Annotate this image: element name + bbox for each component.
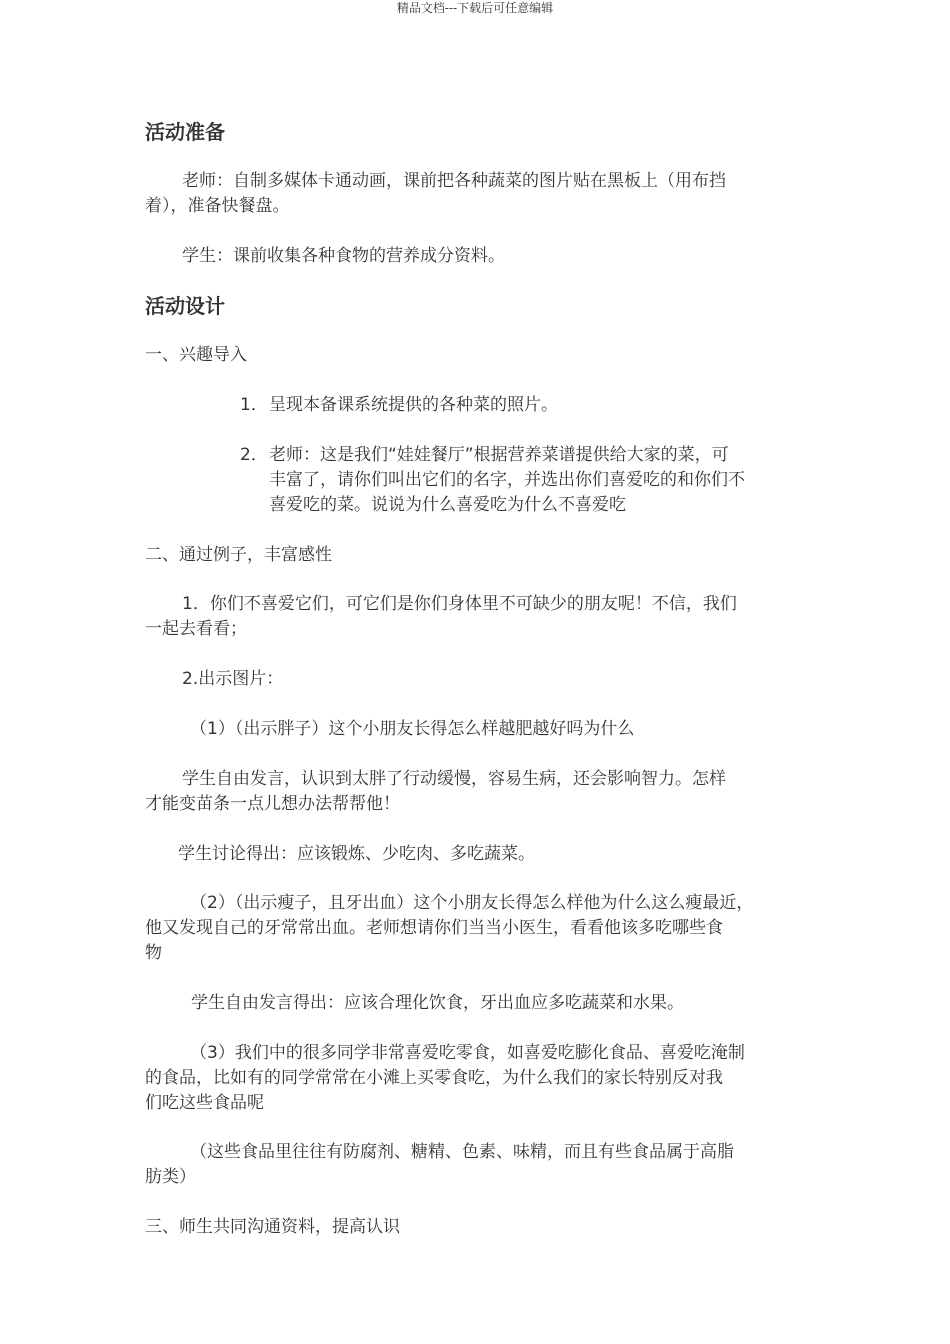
- page-header: 精品文档---下载后可任意编辑: [396, 1, 554, 15]
- list-line: 丰富了，请你们叫出它们的名字，并选出你们喜爱吃的和你们不: [269, 470, 745, 490]
- paragraph-2-1-line1: 1．你们不喜爱它们，可它们是你们身体里不可缺少的朋友呢！不信，我们: [182, 594, 737, 614]
- paragraph-2-2: 2.出示图片：: [182, 669, 284, 689]
- paragraph-answer-1-line2: 才能变苗条一点儿想办法帮帮他！: [145, 794, 400, 814]
- paragraph-answer-1b: 学生讨论得出：应该锻炼、少吃肉、多吃蔬菜。: [178, 844, 535, 864]
- list-number: 1．: [240, 395, 268, 415]
- paragraph-teacher-prep-line2: 着），准备快餐盘。: [145, 196, 290, 216]
- paragraph-student-prep: 学生：课前收集各种食物的营养成分资料。: [182, 246, 505, 266]
- paragraph-answer-2: 学生自由发言得出：应该合理化饮食，牙出血应多吃蔬菜和水果。: [191, 993, 684, 1013]
- paragraph-2-1-line2: 一起去看看；: [145, 619, 247, 639]
- paragraph-question-1: （1）（出示胖子）这个小朋友长得怎么样越肥越好吗为什么: [190, 719, 635, 739]
- paragraph-answer-1-line1: 学生自由发言，认识到太胖了行动缓慢，容易生病，还会影响智力。怎样: [182, 769, 726, 789]
- paragraph-question-2-line2: 他又发现自己的牙常常出血。老师想请你们当当小医生，看看他该多吃哪些食: [145, 918, 723, 938]
- paragraph-question-2-line1: （2）（出示瘦子，且牙出血）这个小朋友长得怎么样他为什么这么瘦最近，: [190, 893, 754, 913]
- paragraph-question-3-line2: 的食品，比如有的同学常常在小滩上买零食吃，为什么我们的家长特别反对我: [145, 1068, 723, 1088]
- heading-activity-design: 活动设计: [145, 294, 225, 318]
- list-line: 老师：这是我们“娃娃餐厅”根据营养菜谱提供给大家的菜，可: [269, 445, 729, 465]
- paragraph-answer-3-line2: 肪类）: [145, 1167, 196, 1187]
- list-item-text: [269, 443, 814, 518]
- list-line: 喜爱吃的菜。说说为什么喜爱吃为什么不喜爱吃: [269, 495, 626, 515]
- section-heading-interest-intro: 一、兴趣导入: [145, 345, 247, 365]
- paragraph-question-3-line3: 们吃这些食品呢: [145, 1093, 264, 1113]
- paragraph-answer-3-line1: （这些食品里往往有防腐剂、糖精、色素、味精，而且有些食品属于高脂: [190, 1142, 734, 1162]
- section-heading-examples: 二、通过例子，丰富感性: [145, 545, 332, 565]
- section-heading-communication: 三、师生共同沟通资料，提高认识: [145, 1217, 400, 1237]
- list-line: 呈现本备课系统提供的各种菜的照片。: [269, 395, 558, 415]
- paragraph-teacher-prep-line1: 老师：自制多媒体卡通动画，课前把各种蔬菜的图片贴在黑板上（用布挡: [182, 171, 726, 191]
- heading-activity-preparation: 活动准备: [145, 120, 225, 144]
- list-item-text: [269, 393, 814, 418]
- list-number: 2．: [240, 445, 268, 465]
- paragraph-question-2-line3: 物: [145, 943, 162, 963]
- paragraph-question-3-line1: （3）我们中的很多同学非常喜爱吃零食，如喜爱吃膨化食品、喜爱吃淹制: [190, 1043, 745, 1063]
